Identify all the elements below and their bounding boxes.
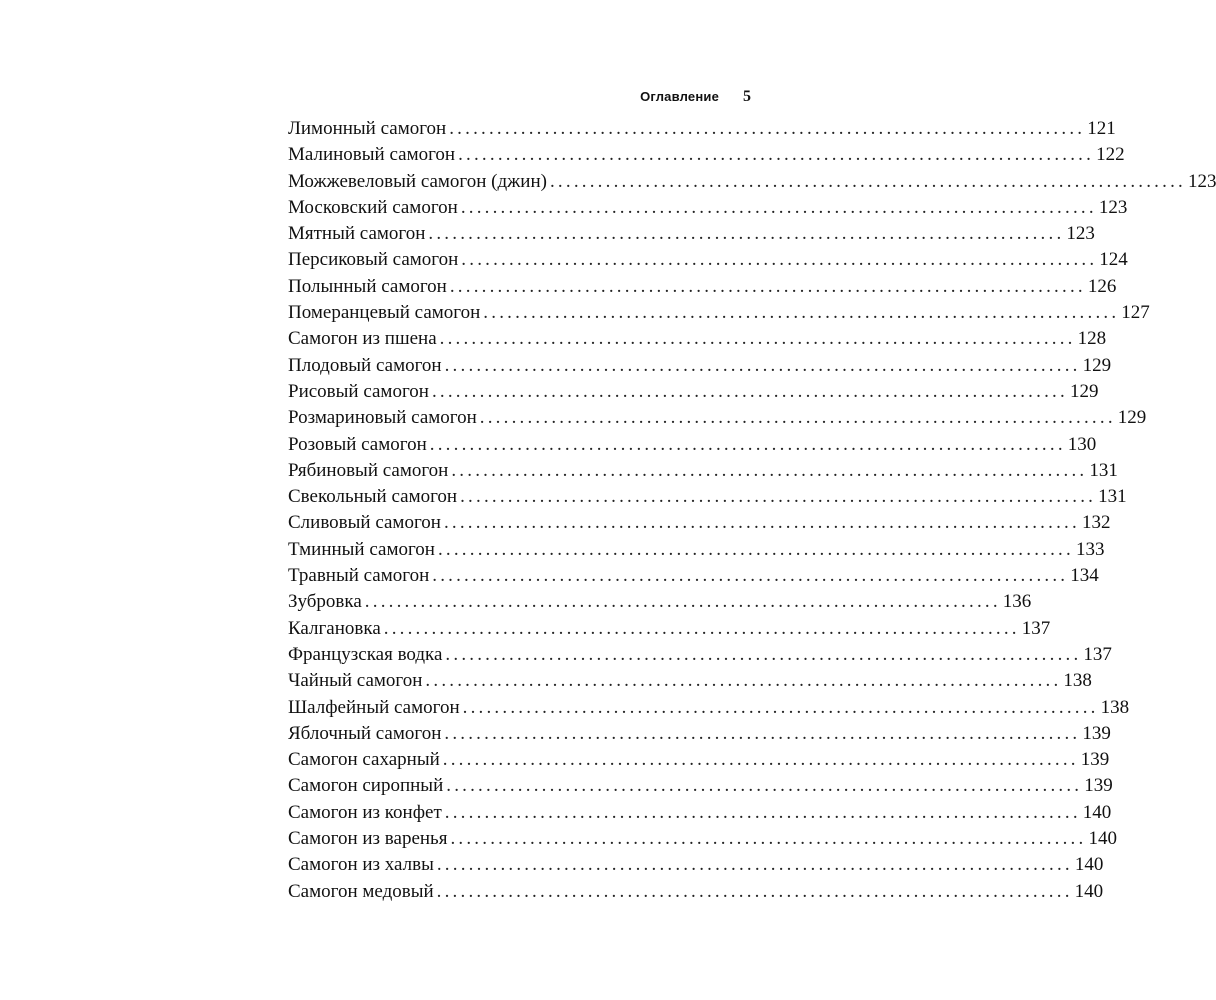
toc-entry: [288, 773, 1113, 799]
toc-entry-page: 138: [1063, 670, 1092, 692]
toc-entry: [288, 300, 1150, 326]
toc-entry-title: Рябиновый самогон: [288, 459, 449, 481]
toc-entry-page: 129: [1117, 407, 1147, 429]
toc-entry-title: Свекольный самогон: [288, 486, 458, 508]
toc-entry-title: Сливовый самогон: [288, 512, 441, 534]
toc-entry: [288, 221, 1095, 247]
toc-entry: [288, 826, 1117, 852]
toc-entry-page: 140: [1074, 854, 1104, 876]
toc-entry-title: Самогон медовый: [288, 880, 434, 902]
dot-leader: ................................................................................: [445, 643, 1082, 665]
dot-leader: ................................................................................: [383, 617, 1020, 639]
dot-leader: ................................................................................: [450, 828, 1087, 850]
table-of-contents: [288, 116, 1216, 905]
toc-entry-title: Лимонный самогон: [288, 118, 447, 139]
toc-entry-page: 131: [1089, 459, 1118, 481]
toc-entry: [288, 326, 1107, 352]
toc-entry-title: Яблочный самогон: [288, 722, 442, 744]
toc-entry-page: 139: [1084, 775, 1113, 797]
dot-leader: ................................................................................: [449, 118, 1086, 139]
toc-entry-page: 121: [1087, 118, 1116, 139]
page-number: 5: [743, 88, 751, 105]
running-head-title: Оглавление: [640, 89, 719, 104]
running-head: [540, 88, 751, 108]
toc-entry: [288, 510, 1111, 536]
toc-entry: [288, 195, 1128, 221]
dot-leader: ................................................................................: [436, 854, 1073, 876]
toc-entry: [288, 142, 1125, 168]
toc-entry-title: Персиковый самогон: [288, 249, 459, 271]
toc-entry-title: Малиновый самогон: [288, 144, 456, 166]
toc-entry: [288, 405, 1147, 431]
toc-entry-page: 122: [1096, 144, 1125, 166]
toc-entry-title: Можжевеловый самогон (джин): [288, 170, 547, 192]
toc-entry-title: Французская водка: [288, 643, 443, 665]
toc-entry: [288, 379, 1099, 405]
dot-leader: ................................................................................: [458, 144, 1095, 166]
dot-leader: ................................................................................: [483, 302, 1120, 324]
toc-entry-title: Рисовый самогон: [288, 380, 429, 402]
toc-entry: [288, 458, 1118, 484]
toc-entry-page: 124: [1099, 249, 1128, 271]
dot-leader: ................................................................................: [449, 275, 1086, 297]
dot-leader: ................................................................................: [432, 565, 1069, 587]
toc-entry: [288, 589, 1032, 615]
toc-entry-page: 140: [1088, 828, 1117, 850]
toc-entry-page: 131: [1098, 486, 1127, 508]
toc-entry-page: 126: [1087, 275, 1117, 297]
toc-entry-title: Плодовый самогон: [288, 354, 442, 376]
toc-entry-title: Розмариновый самогон: [288, 407, 477, 429]
toc-entry: [288, 668, 1092, 694]
toc-entry-page: 140: [1074, 880, 1104, 902]
toc-entry-page: 140: [1082, 801, 1112, 823]
toc-entry-page: 132: [1081, 512, 1111, 534]
toc-entry: [288, 563, 1099, 589]
dot-leader: ................................................................................: [462, 696, 1099, 718]
toc-entry-page: 137: [1021, 617, 1051, 639]
toc-entry-title: Самогон из халвы: [288, 854, 434, 876]
toc-entry: [288, 116, 1116, 142]
toc-entry-title: Чайный самогон: [288, 670, 423, 692]
toc-entry-page: 123: [1187, 170, 1216, 192]
toc-entry-title: Московский самогон: [288, 196, 458, 218]
toc-entry-page: 139: [1080, 749, 1110, 771]
toc-entry-title: Самогон из конфет: [288, 801, 442, 823]
toc-entry-title: Полынный самогон: [288, 275, 447, 297]
toc-entry-page: 137: [1083, 643, 1112, 665]
toc-entry: [288, 169, 1216, 195]
dot-leader: ................................................................................: [436, 880, 1073, 902]
toc-entry: [288, 353, 1112, 379]
toc-entry-page: 123: [1066, 223, 1095, 245]
toc-entry-title: Самогон из варенья: [288, 828, 448, 850]
toc-entry-page: 129: [1082, 354, 1112, 376]
dot-leader: ................................................................................: [479, 407, 1116, 429]
toc-entry: [288, 642, 1112, 668]
toc-entry-page: 127: [1121, 302, 1150, 324]
dot-leader: ................................................................................: [364, 591, 1001, 613]
toc-entry-title: Самогон сиропный: [288, 775, 444, 797]
toc-entry-page: 123: [1098, 196, 1128, 218]
toc-entry-title: Шалфейный самогон: [288, 696, 460, 718]
toc-entry-page: 129: [1069, 380, 1099, 402]
toc-entry-title: Самогон из пшена: [288, 328, 437, 350]
toc-entry-title: Розовый самогон: [288, 433, 427, 455]
dot-leader: ................................................................................: [446, 775, 1083, 797]
dot-leader: ................................................................................: [460, 486, 1097, 508]
toc-entry: [288, 800, 1112, 826]
dot-leader: ................................................................................: [461, 249, 1098, 271]
toc-entry-title: Тминный самогон: [288, 538, 435, 560]
toc-entry: [288, 484, 1127, 510]
toc-entry-title: Померанцевый самогон: [288, 302, 481, 324]
dot-leader: ................................................................................: [425, 670, 1062, 692]
toc-entry-page: 139: [1082, 722, 1111, 744]
dot-leader: ................................................................................: [444, 801, 1081, 823]
toc-entry-title: Самогон сахарный: [288, 749, 440, 771]
dot-leader: ................................................................................: [444, 354, 1081, 376]
toc-entry-page: 128: [1077, 328, 1107, 350]
toc-entry: [288, 879, 1104, 905]
toc-entry-page: 133: [1075, 538, 1105, 560]
toc-entry-page: 138: [1100, 696, 1130, 718]
dot-leader: ................................................................................: [437, 538, 1074, 560]
toc-entry: [288, 537, 1105, 563]
dot-leader: ................................................................................: [443, 512, 1080, 534]
dot-leader: ................................................................................: [442, 749, 1079, 771]
toc-entry: [288, 747, 1110, 773]
dot-leader: ................................................................................: [444, 722, 1081, 744]
dot-leader: ................................................................................: [428, 223, 1065, 245]
dot-leader: ................................................................................: [439, 328, 1076, 350]
toc-entry-page: 134: [1070, 565, 1099, 587]
toc-entry-page: 130: [1067, 433, 1097, 455]
toc-entry: [288, 721, 1111, 747]
toc-entry: [288, 247, 1128, 273]
dot-leader: ................................................................................: [451, 459, 1088, 481]
toc-entry: [288, 852, 1104, 878]
dot-leader: ................................................................................: [431, 380, 1068, 402]
dot-leader: ................................................................................: [549, 170, 1186, 192]
dot-leader: ................................................................................: [429, 433, 1066, 455]
toc-entry: [288, 695, 1130, 721]
toc-entry-title: Травный самогон: [288, 565, 430, 587]
toc-entry-page: 136: [1002, 591, 1032, 613]
toc-entry: [288, 432, 1097, 458]
dot-leader: ................................................................................: [460, 196, 1097, 218]
toc-entry: [288, 274, 1117, 300]
toc-entry-title: Мятный самогон: [288, 223, 426, 245]
toc-entry-title: Калгановка: [288, 617, 381, 639]
toc-entry-title: Зубровка: [288, 591, 362, 613]
toc-entry: [288, 616, 1051, 642]
